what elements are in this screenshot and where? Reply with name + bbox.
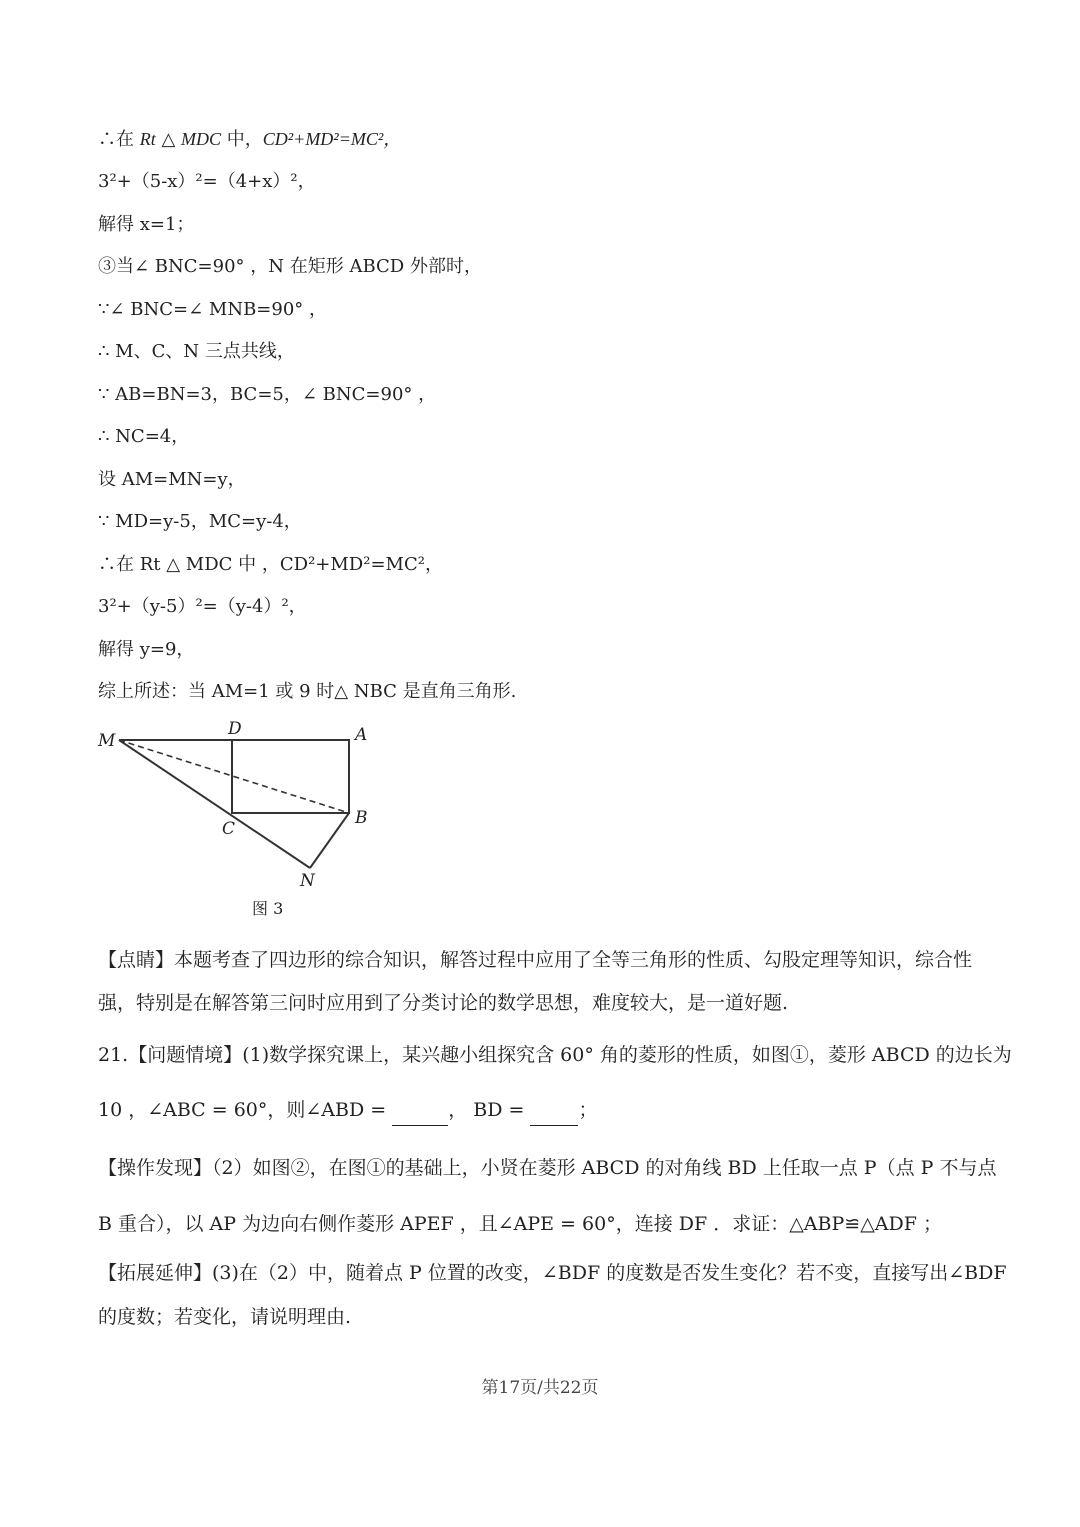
label-a: A — [355, 725, 368, 745]
dashed-mb — [119, 740, 349, 813]
label-d: D — [228, 719, 242, 739]
figure-3 — [92, 718, 392, 928]
text-line-8: ∴ NC=4， — [98, 426, 190, 447]
text-line-13: 解得 y=9， — [98, 639, 195, 660]
label-c: C — [222, 819, 236, 839]
label-b: B — [355, 808, 368, 828]
q21-line-4: B 重合），以 AP 为边向右侧作菱形 APEF ，且∠APE = 60°，连接 DF ．求证：△ABP≌△ADF ； — [98, 1213, 942, 1235]
text-line-1: ∴在 Rt △ MDC 中，CD²+MD²=MC²， — [98, 129, 402, 150]
segment-mn — [119, 740, 310, 868]
dianjing-line-1: 【点睛】本题考查了四边形的综合知识，解答过程中应用了全等三角形的性质、勾股定理等知识，综合性 — [98, 949, 973, 971]
text-line-10: ∵ MD=y-5，MC=y-4， — [98, 511, 302, 532]
q21-line-5: 【拓展延伸】(3)在（2）中，随着点 P 位置的改变，∠BDF 的度数是否发生变化？若不变，直接写出∠BDF — [98, 1262, 1007, 1284]
dianjing-line-2: 强，特别是在解答第三问时应用到了分类讨论的数学思想，难度较大，是一道好题. — [98, 992, 789, 1014]
text-line-14: 综上所述：当 AM=1 或 9 时△ NBC 是直角三角形. — [98, 681, 517, 702]
q21-line-3: 【操作发现】（2）如图②，在图①的基础上，小贤在菱形 ABCD 的对角线 BD 上任取一点 P（点 P 不与点 — [98, 1157, 997, 1179]
page-number: 第17页/共22页 — [481, 1378, 599, 1398]
q21-line-1: 21.【问题情境】(1)数学探究课上，某兴趣小组探究含 60° 角的菱形的性质，如图①，菱形 ABCD 的边长为 — [98, 1044, 1012, 1066]
text-line-4: ③当∠ BNC=90° ，N 在矩形 ABCD 外部时， — [98, 256, 482, 277]
text-line-9: 设 AM=MN=y， — [98, 469, 246, 490]
segment-bn — [310, 813, 349, 868]
text-line-12: 3²+（y-5）²=（y-4）²， — [98, 596, 307, 617]
text-line-2: 3²+（5-x）²=（4+x）²， — [98, 171, 316, 192]
text-line-6: ∴ M、C、N 三点共线， — [98, 341, 295, 362]
figure-caption: 图 3 — [252, 899, 284, 918]
answer-blank-abd[interactable] — [392, 1095, 448, 1126]
text-line-5: ∵∠ BNC=∠ MNB=90° ， — [98, 299, 328, 320]
label-n: N — [300, 871, 315, 891]
label-m: M — [98, 731, 116, 751]
q21-line-6: 的度数；若变化，请说明理由. — [98, 1306, 352, 1328]
text-line-7: ∵ AB=BN=3，BC=5，∠ BNC=90° ， — [98, 384, 437, 405]
answer-blank-bd[interactable] — [530, 1095, 578, 1126]
text-line-11: ∴在 Rt △ MDC 中 ，CD²+MD²=MC²， — [98, 554, 443, 575]
text-line-3: 解得 x=1； — [98, 214, 195, 235]
rectangle-abcd — [232, 740, 349, 813]
q21-line-2: 10 ，∠ABC = 60°，则∠ABD = ， BD = ； — [98, 1095, 598, 1126]
